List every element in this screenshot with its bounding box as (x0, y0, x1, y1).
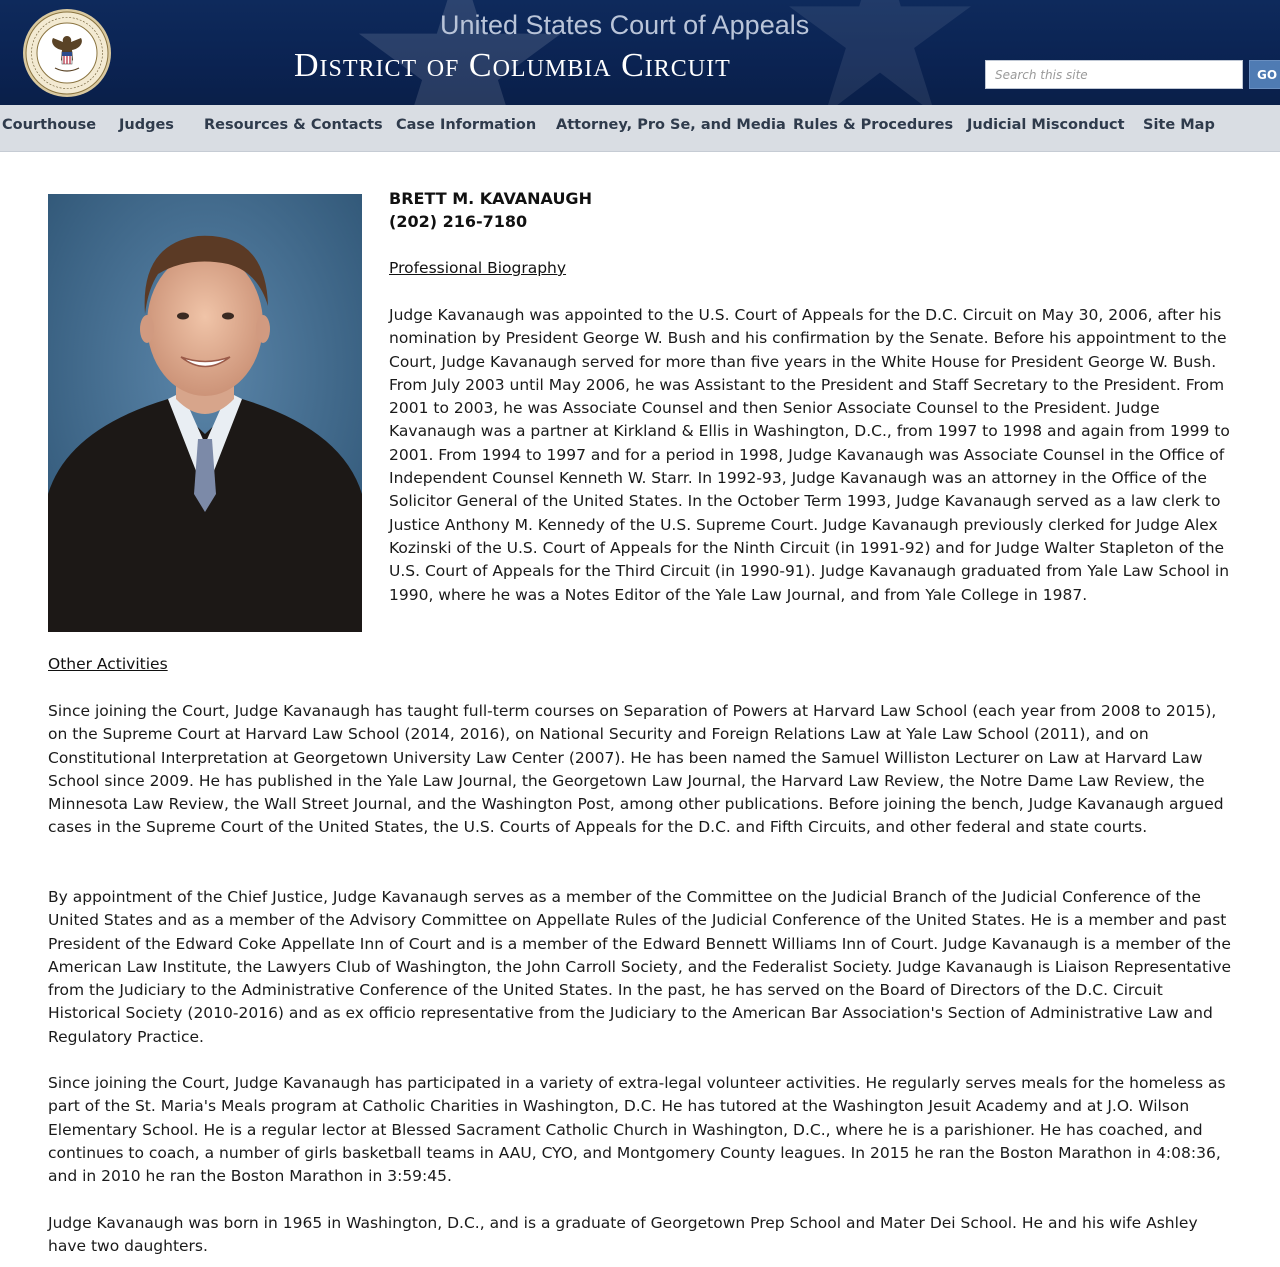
nav-item-site-map[interactable]: Site Map (1143, 117, 1215, 133)
search-go-button[interactable]: GO (1249, 60, 1280, 89)
search-input[interactable] (985, 60, 1243, 89)
other-activities-paragraph: By appointment of the Chief Justice, Judge Kavanaugh serves as a member of the Committee on the Judicial Branch of the Judicial Conference of the United States and as a member of the Advisory Committee on Appellate Rules of the Judicial Conference of the United States. He is a member and past President of the Edward Coke Appellate Inn of Court and is a member of the Edward Bennett Williams Inn of Court. Judge Kavanaugh is a member of the American Law Institute, the Lawyers Club of Washington, the John Carroll Society, and the Federalist Society. Judge Kavanaugh is Liaison Representative from the Judiciary to the Administrative Conference of the United States. In the past, he has served on the Board of Directors of the D.C. Circuit Historical Society (2010-2016) and as ex officio representative from the Judiciary to the American Bar Association's Section of Administrative Law and Regulatory Practice. (48, 888, 1232, 1046)
nav-item-rules-procedures[interactable]: Rules & Procedures (793, 117, 954, 133)
other-activities-paragraph: Judge Kavanaugh was born in 1965 in Washington, D.C., and is a graduate of Georgetown Prep School and Mater Dei School. He and his wife Ashley have two daughters. (48, 1214, 1198, 1256)
nav-item-resources-contacts[interactable]: Resources & Contacts (204, 117, 383, 133)
nav-item-judicial-misconduct[interactable]: Judicial Misconduct (967, 117, 1125, 133)
professional-biography-text: Judge Kavanaugh was appointed to the U.S. Court of Appeals for the D.C. Circuit on May 30, 2006, after his nomination by President George W. Bush and his confirmation by the Senate. Before his appointment to the Court, Judge Kavanaugh served for more than five years in the White House for President George W. Bush. From July 2003 until May 2006, he was Assistant to the President and Staff Secretary to the President. From 2001 to 2003, he was Associate Counsel and then Senior Associate Counsel to the President. Judge Kavanaugh was a partner at Kirkland & Ellis in Washington, D.C., from 1997 to 1998 and again from 1999 to 2001. From 1994 to 1997 and for a period in 1998, Judge Kavanaugh was Associate Counsel in the Office of Independent Counsel Kenneth W. Starr. In 1992-93, Judge Kavanaugh was an attorney in the Office of the Solicitor General of the United States. In the October Term 1993, Judge Kavanaugh served as a law clerk to Justice Anthony M. Kennedy of the U.S. Supreme Court. Judge Kavanaugh previously clerked for Judge Alex Kozinski of the U.S. Court of Appeals for the Ninth Circuit (in 1991-92) and for Judge Walter Stapleton of the U.S. Court of Appeals for the Third Circuit (in 1990-91). Judge Kavanaugh graduated from Yale Law School in 1990, where he was a Notes Editor of the Yale Law Journal, and from Yale College in 1987. (389, 306, 1230, 604)
court-title-line1: United States Court of Appeals (440, 10, 810, 40)
judge-name: BRETT M. KAVANAUGH (389, 189, 592, 208)
court-seal-logo[interactable] (22, 8, 112, 98)
other-activities-heading: Other Activities (48, 655, 168, 673)
star-background-icon (780, 0, 980, 105)
nav-item-case-information[interactable]: Case Information (396, 117, 537, 133)
nav-item-judges[interactable]: Judges (119, 117, 174, 133)
court-title-line2: District of Columbia Circuit (294, 47, 731, 84)
main-nav (0, 105, 1280, 152)
professional-biography-heading: Professional Biography (389, 259, 567, 277)
judge-portrait (48, 194, 362, 632)
other-activities-paragraph: Since joining the Court, Judge Kavanaugh has participated in a variety of extra-legal volunteer activities. He regularly serves meals for the homeless as part of the St. Maria's Meals program at Catholic Charities in Washington, D.C. He has tutored at the Washington Jesuit Academy and at J.O. Wilson Elementary School. He is a regular lector at Blessed Sacrament Catholic Church in Washington, D.C., where he is a parishioner. He has coached, and continues to coach, a number of girls basketball teams in AAU, CYO, and Montgomery County leagues. In 2015 he ran the Boston Marathon in 4:08:36, and in 2010 he ran the Boston Marathon in 3:59:45. (48, 1074, 1226, 1186)
nav-item-attorney-pro-se-media[interactable]: Attorney, Pro Se, and Media (556, 117, 786, 133)
site-header (0, 0, 1280, 105)
nav-item-courthouse[interactable]: Courthouse (2, 117, 97, 133)
judge-phone: (202) 216-7180 (389, 212, 528, 231)
other-activities-paragraph: Since joining the Court, Judge Kavanaugh has taught full-term courses on Separation of Powers at Harvard Law School (each year from 2008 to 2015), on the Supreme Court at Harvard Law School (2014, 2016), on National Security and Foreign Relations Law at Yale Law School (2011), and on Constitutional Interpretation at Georgetown University Law Center (2007). He has been named the Samuel Williston Lecturer on Law at Harvard Law School since 2009. He has published in the Yale Law Journal, the Georgetown Law Journal, the Harvard Law Review, the Notre Dame Law Review, the Minnesota Law Review, the Wall Street Journal, and the Washington Post, among other publications. Before joining the bench, Judge Kavanaugh argued cases in the Supreme Court of the United States, the U.S. Courts of Appeals for the D.C. and Fifth Circuits, and other federal and state courts. (48, 702, 1224, 837)
judge-portrait-photo-icon (48, 194, 362, 632)
